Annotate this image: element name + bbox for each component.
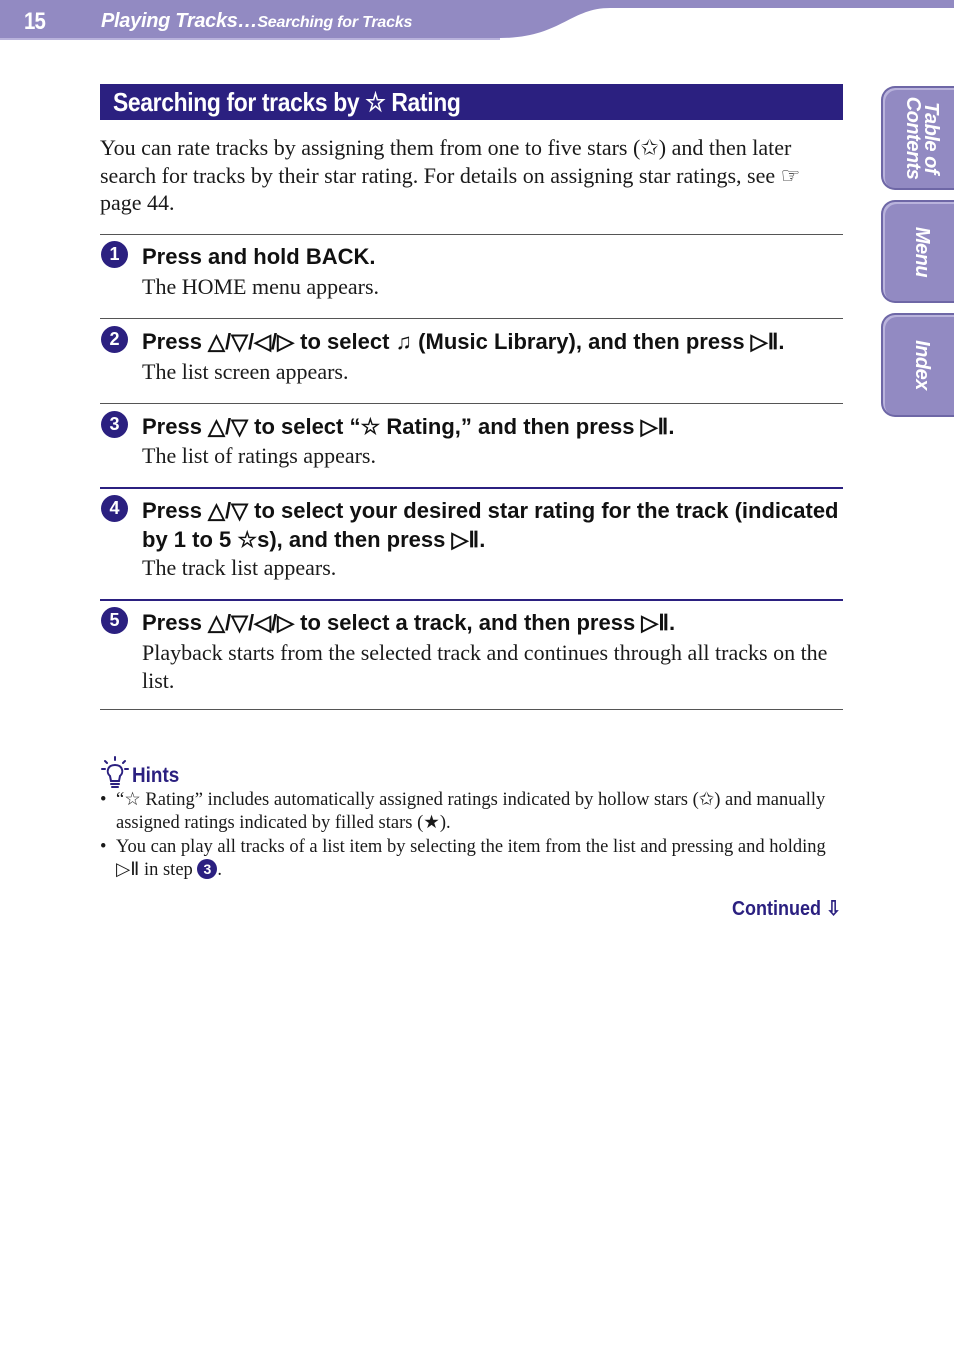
continued-link[interactable]: Continued ⇩ — [732, 898, 842, 920]
step-number-badge: 4 — [101, 495, 128, 522]
step-description: Playback starts from the selected track and continues through all tracks on the list. — [142, 640, 828, 693]
lightbulb-icon — [100, 756, 130, 788]
section-title: Searching for tracks by ☆ Rating — [100, 84, 843, 120]
tab-table-of-contents[interactable] — [881, 86, 954, 190]
divider — [100, 403, 843, 404]
step-number-badge: 3 — [101, 411, 128, 438]
page-header — [0, 0, 954, 40]
divider — [100, 709, 843, 710]
hint-item: • You can play all tracks of a list item by selecting the item from the list and pressing and holding ▷Ⅱ in step 3 . — [100, 837, 826, 880]
hollow-star-icon: ✩ — [640, 135, 659, 160]
step-number-badge: 1 — [101, 241, 128, 268]
reference-hand-icon: ☞ — [780, 162, 801, 188]
step-title: Press △/▽/◁/▷ to select a track, and then press ▷Ⅱ. — [142, 610, 676, 635]
step-description: The list screen appears. — [142, 359, 349, 384]
breadcrumb-subsection[interactable]: Searching for Tracks — [257, 14, 413, 31]
breadcrumb-section[interactable]: Playing Tracks… — [101, 10, 258, 32]
divider — [100, 487, 843, 489]
step-title: Press and hold BACK. — [142, 244, 376, 269]
step-description: The HOME menu appears. — [142, 274, 380, 299]
page-reference-link[interactable]: page 44. — [100, 190, 175, 215]
tab-index-label: Index — [911, 340, 933, 390]
page-number: 15 — [24, 8, 45, 35]
step-title: Press △/▽/◁/▷ to select ♫ (Music Library), and then press ▷Ⅱ. — [142, 329, 785, 354]
tab-index[interactable] — [881, 313, 954, 417]
hints-heading — [100, 756, 185, 788]
step-title: Press △/▽ to select your desired star rating for the track (indicated by 1 to 5 ☆s), and then press ▷Ⅱ. — [142, 498, 839, 552]
hollow-star-icon: ✩ — [698, 790, 715, 810]
tab-menu-label: Menu — [911, 226, 933, 277]
step-description: The track list appears. — [142, 555, 337, 580]
breadcrumb[interactable] — [101, 10, 412, 33]
intro-paragraph: You can rate tracks by assigning them from one to five stars (✩) and then later search for tracks by their star rating. For details on assigning star ratings, see ☞ page 44. — [100, 135, 801, 215]
divider — [100, 234, 843, 235]
hints-label: Hints — [132, 764, 180, 787]
tab-menu[interactable] — [881, 200, 954, 303]
step-title: Press △/▽ to select “☆ Rating,” and then press ▷Ⅱ. — [142, 414, 675, 439]
divider — [100, 318, 843, 319]
filled-star-icon: ★ — [423, 813, 440, 833]
tab-table-of-contents-label: Table of Contents — [902, 96, 942, 180]
step-number-badge: 5 — [101, 607, 128, 634]
play-pause-icon: ▷Ⅱ — [116, 860, 140, 880]
step-number-badge: 2 — [101, 326, 128, 353]
step-description: The list of ratings appears. — [142, 443, 376, 468]
hint-item: • “☆ Rating” includes automatically assigned ratings indicated by hollow stars (✩) and manually assigned ratings indicated by filled stars (★). — [100, 790, 826, 833]
step-reference-badge: 3 — [197, 859, 217, 879]
divider — [100, 599, 843, 601]
